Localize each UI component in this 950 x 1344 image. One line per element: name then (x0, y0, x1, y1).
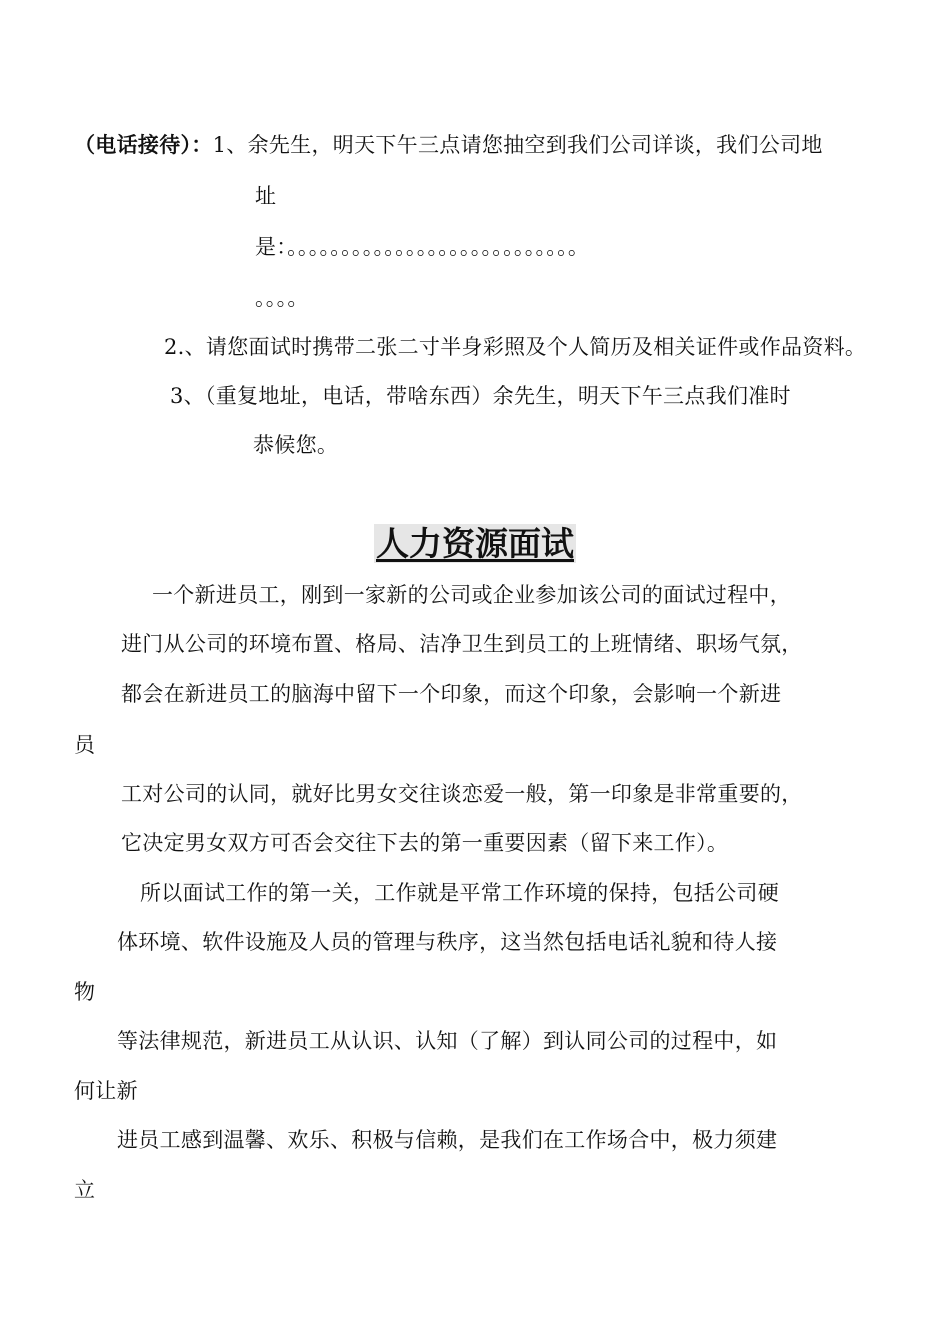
phone-item-1: 1、余先生，明天下午三点请您抽空到我们公司详谈，我们公司地 (212, 133, 823, 157)
phone-item-3-cont: 恭候您。 (253, 433, 339, 457)
paragraph-1-line: 员 (74, 733, 96, 757)
phone-item-2: 2.、请您面试时携带二张二寸半身彩照及个人简历及相关证件或作品资料。 (164, 335, 867, 359)
paragraph-2-line: 进员工感到温馨、欢乐、积极与信赖，是我们在工作场合中，极力须建 (117, 1128, 778, 1152)
phone-heading: （电话接待）： (74, 132, 213, 157)
section-title-text: 人力资源面试 (376, 524, 574, 563)
phone-item-1-cont-c: 。。。。 (255, 286, 309, 310)
paragraph-1-line: 工对公司的认同，就好比男女交往谈恋爱一般，第一印象是非常重要的， (121, 782, 803, 806)
paragraph-1-line: 都会在新进员工的脑海中留下一个印象，而这个印象，会影响一个新进 (121, 682, 782, 706)
paragraph-1-line: 进门从公司的环境布置、格局、洁净卫生到员工的上班情绪、职场气氛， (121, 632, 803, 656)
phone-item-1-cont-a: 址 (255, 184, 277, 208)
phone-item-3: 3、（重复地址，电话，带啥东西）余先生，明天下午三点我们准时 (170, 384, 791, 408)
paragraph-2-line: 立 (74, 1178, 96, 1202)
phone-item-1-cont-b: 是：。。。。。。。。。。。。。。。。。。。。。。。。。。。 (255, 235, 590, 259)
paragraph-1-line: 一个新进员工，刚到一家新的公司或企业参加该公司的面试过程中， (152, 583, 791, 607)
section-title (0, 522, 950, 566)
paragraph-1-line: 它决定男女双方可否会交往下去的第一重要因素（留下来工作）。 (121, 831, 729, 855)
paragraph-2-line: 体环境、软件设施及人员的管理与秩序，这当然包括电话礼貌和待人接 (117, 930, 778, 954)
paragraph-2-line: 物 (74, 980, 96, 1004)
paragraph-2-line: 等法律规范，新进员工从认识、认知（了解）到认同公司的过程中，如 (117, 1029, 778, 1053)
paragraph-2-line: 何让新 (74, 1079, 138, 1103)
phone-line-1 (74, 131, 823, 159)
paragraph-2-line: 所以面试工作的第一关，工作就是平常工作环境的保持，包括公司硬 (140, 881, 779, 905)
